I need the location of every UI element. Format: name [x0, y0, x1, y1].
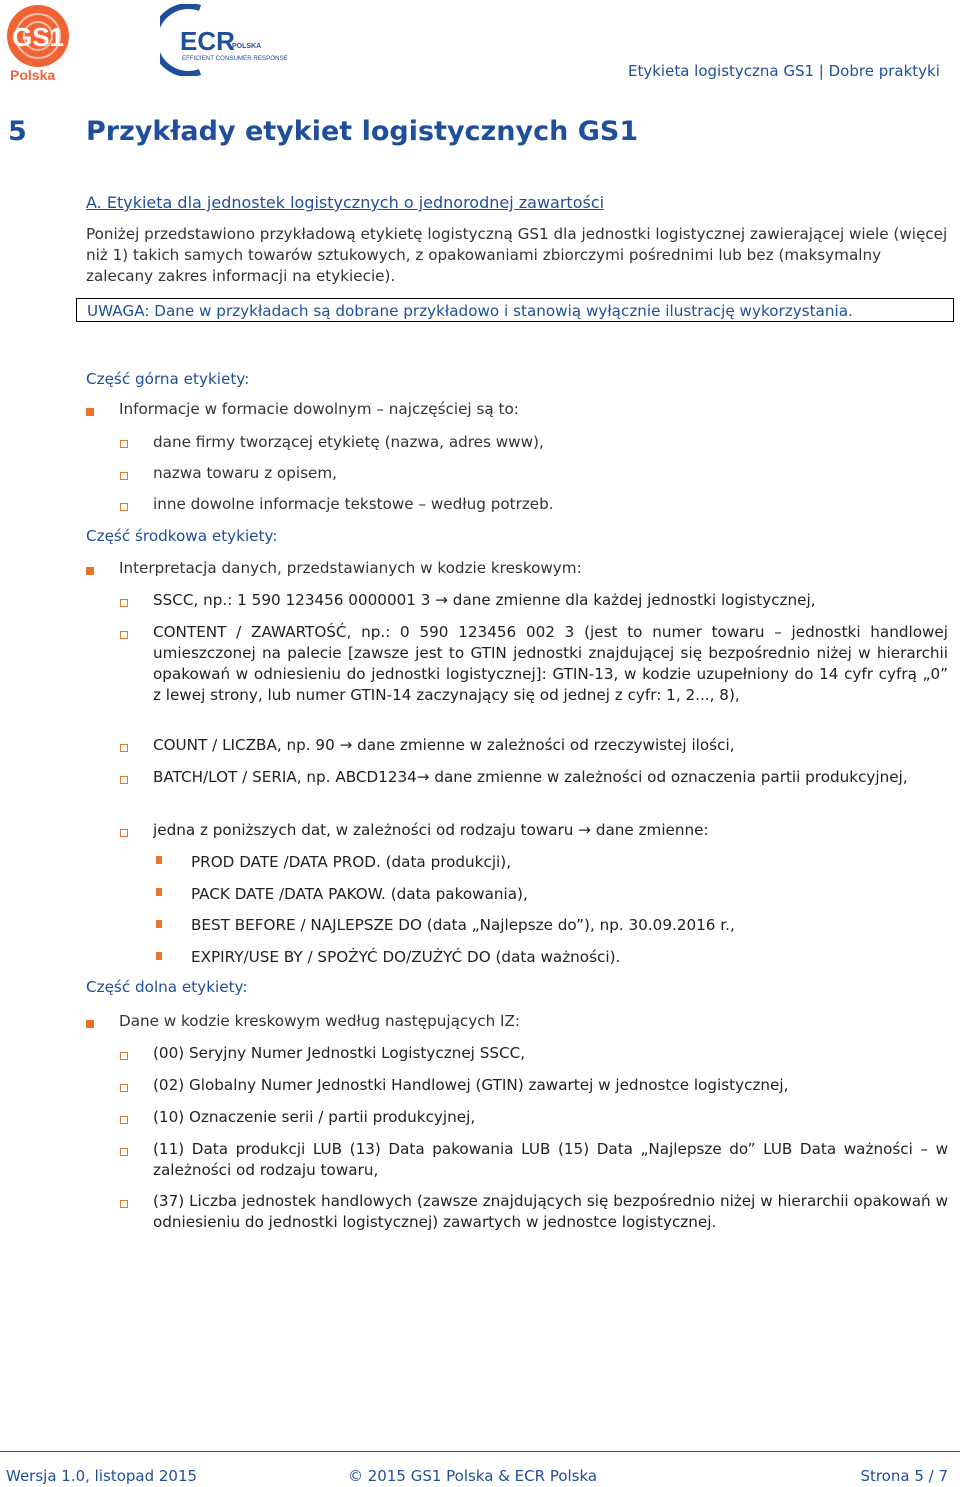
hollow-bullet-icon	[120, 503, 128, 511]
middle-item-dates: jedna z poniższych dat, w zależności od rodzaju towaru → dane zmienne:	[153, 821, 709, 839]
date-prod: PROD DATE /DATA PROD. (data produkcji),	[191, 853, 512, 871]
hollow-bullet-icon	[120, 440, 128, 448]
section-a-heading: A. Etykieta dla jednostek logistycznych o jednorodnej zawartości	[86, 193, 605, 212]
hollow-bullet-icon	[120, 829, 128, 837]
ecr-polska-logo	[160, 4, 290, 76]
bottom-item-10: (10) Oznaczenie serii / partii produkcyjnej,	[153, 1108, 476, 1126]
gs1-polska-logo	[6, 4, 104, 84]
document-title: Etykieta logistyczna GS1 | Dobre praktyki	[628, 62, 940, 80]
chapter-title: Przykłady etykiet logistycznych GS1	[86, 116, 639, 147]
note-box: UWAGA: Dane w przykładach są dobrane przykładowo i stanowią wyłącznie ilustrację wykorzystania.	[76, 298, 954, 322]
square-bullet-icon	[86, 567, 94, 575]
bottom-part-lead: Dane w kodzie kreskowym według następujących IZ:	[119, 1012, 521, 1030]
chapter-heading	[8, 116, 638, 147]
hollow-bullet-icon	[120, 776, 128, 784]
middle-item-content: CONTENT / ZAWARTOŚĆ, np.: 0 590 123456 002 3 (jest to numer towaru – jednostki handlowej umieszczonej na palecie [zawsze jest to GTIN jednostki znajdującej się bezpośrednio niżej w hierarchii opakowań w odniesieniu do jednostki logistycznej]: GTIN-13, w kodzie uzupełniony do 14 cyfr cyfrą „0” z lewej strony, lub numer GTIN-14 zaczynający się od jednej z cyfr: 1, 2..., 8),	[153, 623, 948, 704]
bottom-item-37: (37) Liczba jednostek handlowych (zawsze znajdujących się bezpośrednio niżej w hierarchii opakowań w odniesieniu do jednostki logistycznej) zawartych w jednostce logistycznej.	[153, 1192, 948, 1231]
middle-item-batch: BATCH/LOT / SERIA, np. ABCD1234→ dane zmienne w zależności od oznaczenia partii produkcyjnej,	[153, 768, 908, 786]
hollow-bullet-icon	[120, 1052, 128, 1060]
ecr-logo-sub1: POLSKA	[232, 43, 262, 50]
top-item-2: nazwa towaru z opisem,	[153, 464, 337, 482]
square-bullet-icon	[86, 408, 94, 416]
arrow-bullet-icon	[156, 888, 162, 896]
top-part-heading: Część górna etykiety:	[86, 370, 250, 388]
top-item-1: dane firmy tworzącej etykietę (nazwa, adres www),	[153, 433, 544, 451]
bottom-item-00: (00) Seryjny Numer Jednostki Logistycznej SSCC,	[153, 1044, 526, 1062]
gs1-logo-sub: Polska	[10, 67, 56, 83]
ecr-logo-sub2: EFFICIENT CONSUMER RESPONSE	[182, 55, 288, 62]
bottom-item-02: (02) Globalny Numer Jednostki Handlowej (GTIN) zawartej w jednostce logistycznej,	[153, 1076, 789, 1094]
hollow-bullet-icon	[120, 1200, 128, 1208]
arrow-bullet-icon	[156, 952, 162, 960]
footer-page-number: Strona 5 / 7	[860, 1467, 948, 1485]
hollow-bullet-icon	[120, 472, 128, 480]
hollow-bullet-icon	[120, 1084, 128, 1092]
gs1-logo-text: GS1	[11, 22, 65, 52]
hollow-bullet-icon	[120, 744, 128, 752]
arrow-bullet-icon	[156, 856, 162, 864]
footer-version: Wersja 1.0, listopad 2015	[6, 1467, 198, 1485]
hollow-bullet-icon	[120, 1116, 128, 1124]
date-expiry: EXPIRY/USE BY / SPOŻYĆ DO/ZUŻYĆ DO (data ważności).	[191, 948, 621, 966]
middle-item-count: COUNT / LICZBA, np. 90 → dane zmienne w zależności od rzeczywistej ilości,	[153, 736, 735, 754]
hollow-bullet-icon	[120, 1148, 128, 1156]
ecr-logo-text: ECR	[180, 26, 235, 56]
footer-copyright: © 2015 GS1 Polska & ECR Polska	[348, 1467, 598, 1485]
bottom-part-heading: Część dolna etykiety:	[86, 978, 248, 996]
chapter-number: 5	[8, 116, 27, 147]
middle-part-heading: Część środkowa etykiety:	[86, 527, 278, 545]
hollow-bullet-icon	[120, 631, 128, 639]
footer-divider	[0, 1451, 960, 1452]
middle-item-sscc: SSCC, np.: 1 590 123456 0000001 3 → dane zmienne dla każdej jednostki logistycznej,	[153, 591, 816, 609]
middle-part-lead: Interpretacja danych, przedstawianych w kodzie kreskowym:	[119, 559, 582, 577]
date-pack: PACK DATE /DATA PAKOW. (data pakowania),	[191, 885, 528, 903]
top-part-lead: Informacje w formacie dowolnym – najczęściej są to:	[119, 400, 519, 418]
hollow-bullet-icon	[120, 599, 128, 607]
top-item-3: inne dowolne informacje tekstowe – według potrzeb.	[153, 495, 554, 513]
arrow-bullet-icon	[156, 920, 162, 928]
intro-paragraph: Poniżej przedstawiono przykładową etykietę logistyczną GS1 dla jednostki logistycznej zawierającej wiele (więcej niż 1) takich samych towarów sztukowych, z opakowaniami zbiorczymi pośrednimi lub bez (maksymalny zalecany zakres informacji na etykiecie).	[86, 225, 948, 285]
bottom-item-11-13-15: (11) Data produkcji LUB (13) Data pakowania LUB (15) Data „Najlepsze do” LUB Data ważności – w zależności od rodzaju towaru,	[153, 1140, 948, 1179]
date-best-before: BEST BEFORE / NAJLEPSZE DO (data „Najlepsze do”), np. 30.09.2016 r.,	[191, 916, 735, 934]
square-bullet-icon	[86, 1020, 94, 1028]
